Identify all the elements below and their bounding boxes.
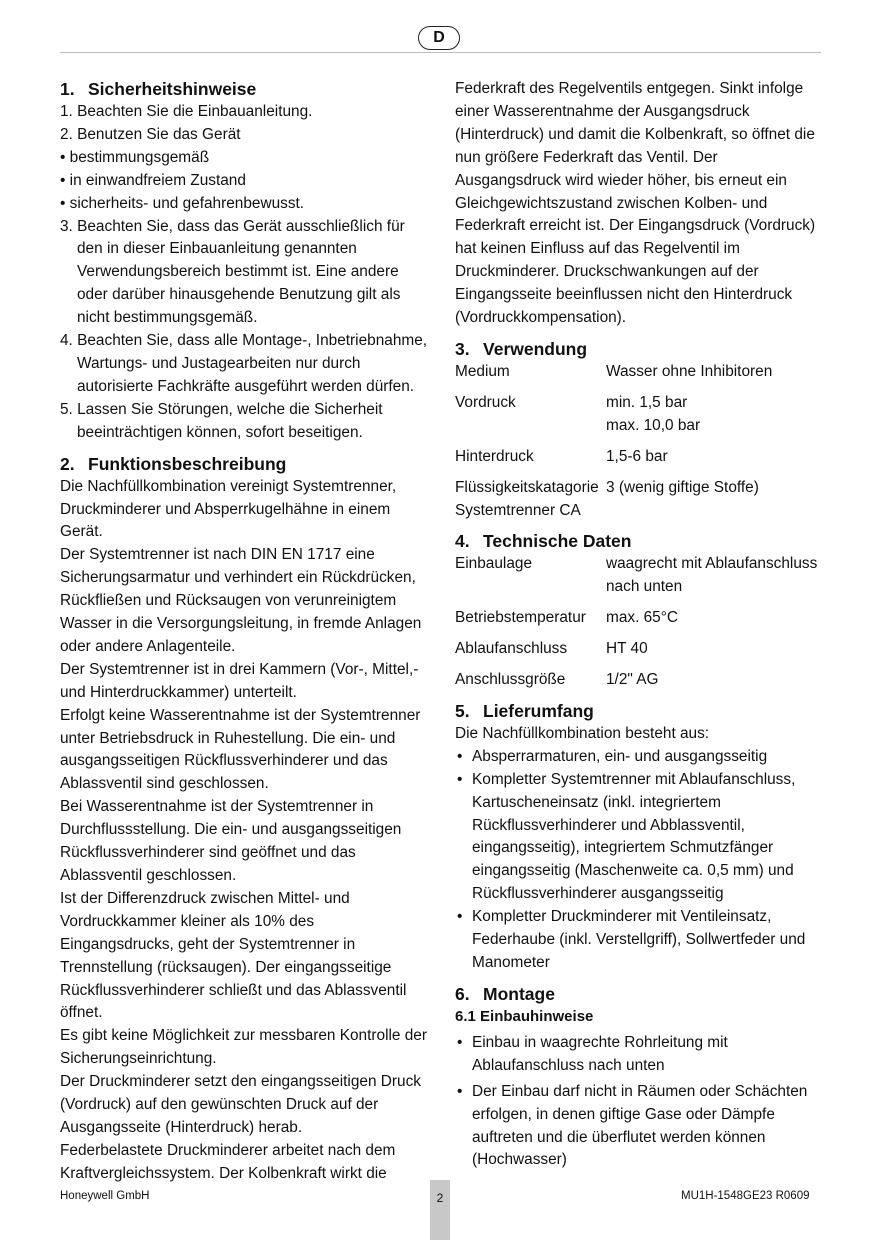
row-value: max. 65°C: [606, 609, 679, 627]
table-row: [455, 669, 823, 700]
row-value-line: min. 1,5 bar: [606, 393, 688, 411]
section-number: 6.: [455, 983, 470, 1004]
technical-table: [455, 553, 823, 700]
section-number: 2.: [60, 453, 75, 474]
bullet-item: • Kompletter Systemtrenner mit Ablaufanschluss, Kartuscheneinsatz (inkl. integriertem Rückflussverhinderer und Abblassventil, eingangsseitig), integriertem Schmutzfänger eingangsseitig (Maschenweite ca. 0,5 mm) und Rückflussverhinderer ausgangsseitig: [455, 769, 823, 906]
row-key: Betriebstemperatur: [455, 609, 586, 627]
section-heading: [455, 530, 823, 552]
list-item: 4. Beachten Sie, dass alle Montage-, Inbetriebnahme, Wartungs- und Justagearbeiten nur durch autorisierte Fachkräfte ausgeführt werden dürfen.: [60, 332, 428, 395]
section-title: Montage: [483, 983, 555, 1004]
table-row: [455, 392, 823, 446]
paragraph-continuation: Federkraft des Regelventils entgegen. Sinkt infolge einer Wasserentnahme der Ausgangsdruck (Hinterdruck) und damit die Kolbenkraft, so öffnet die nun größere Federkraft das Ventil. Der Ausgangsdruck wird wieder höher, bis erneut ein Gleichgewichtszustand zwischen Kolben- und Federkraft erreicht ist. Der Eingangsdruck (Vordruck) hat keinen Einfluss auf das Regelventil im Druckminderer. Druckschwankungen auf der Eingangsseite beeinflussen nicht den Hinterdruck (Vordruckkompensation).: [455, 80, 816, 327]
bullet-item: • Absperrarmaturen, ein- und ausgangsseitig: [455, 746, 823, 769]
header-rule: [60, 52, 821, 53]
section-title: Funktionsbeschreibung: [88, 453, 287, 474]
row-key-line: Flüssigkeitskatagorie: [455, 478, 599, 496]
paragraph: Der Systemtrenner ist nach DIN EN 1717 eine Sicherungsarmatur und verhindert ein Rückdrücken, Rückfließen und Rücksaugen von verunreinigtem Wasser in die Versorgungsleitung, in fremde Anlagen oder andere Anlagenteile.: [60, 546, 422, 655]
section-scope-of-delivery: [455, 700, 823, 975]
row-key: Einbaulage: [455, 555, 533, 573]
row-key: Vordruck: [455, 393, 516, 411]
row-key: Ablaufanschluss: [455, 640, 568, 658]
paragraph: Ist der Differenzdruck zwischen Mittel- und Vordruckkammer kleiner als 10% des Eingangsdrucks, geht der Systemtrenner in Trennstellung (rücksaugen). Der eingangsseitige Rückflussverhinderer schließt und das Ablassventil öffnet.: [60, 889, 407, 1022]
row-value: HT 40: [606, 640, 648, 658]
paragraph: Die Nachfüllkombination besteht aus:: [455, 724, 710, 742]
section-function: [60, 453, 428, 1186]
language-badge: D: [418, 26, 460, 50]
row-key: Hinterdruck: [455, 447, 534, 465]
list-item: • sicherheits- und gefahrenbewusst.: [60, 194, 305, 212]
page-number: 2: [430, 1180, 450, 1240]
row-value: waagrecht mit Ablaufanschluss nach unten: [606, 555, 818, 596]
paragraph: Der Druckminderer setzt den eingangsseitigen Druck (Vordruck) auf den gewünschten Druck auf der Ausgangsseite (Hinterdruck) herab.: [60, 1073, 421, 1136]
bullet-item: • Der Einbau darf nicht in Räumen oder Schächten erfolgen, in denen giftige Gase oder Dämpfe auftreten und die überflutet werden können (Hochwasser): [455, 1081, 823, 1173]
row-value-line: max. 10,0 bar: [606, 416, 701, 434]
list-item: 2. Benutzen Sie das Gerät: [60, 125, 241, 143]
right-column: [455, 78, 823, 1172]
row-key: [455, 477, 606, 531]
bullet-item: • Einbau in waagrechte Rohrleitung mit Ablaufanschluss nach unten: [455, 1032, 823, 1078]
table-row: [455, 477, 823, 531]
paragraph: Die Nachfüllkombination vereinigt Systemtrenner, Druckminderer und Absperrkugelhähne in einem Gerät.: [60, 477, 397, 541]
table-row: [455, 446, 823, 477]
section-technical-data: [455, 530, 823, 700]
section-heading: [455, 338, 823, 360]
bullet-item: • Kompletter Druckminderer mit Ventileinsatz, Federhaube (inkl. Verstellgriff), Sollwertfeder und Manometer: [455, 906, 823, 975]
list-item: 5. Lassen Sie Störungen, welche die Sicherheit beeinträchtigen können, sofort beseitigen.: [60, 400, 383, 441]
section-usage: [455, 338, 823, 530]
section-heading: [60, 453, 428, 475]
row-value: 1/2" AG: [606, 671, 659, 689]
section-number: 5.: [455, 700, 470, 721]
paragraph: Es gibt keine Möglichkeit zur messbaren Kontrolle der Sicherungseinrichtung.: [60, 1027, 427, 1068]
list-item: 3. Beachten Sie, dass das Gerät ausschließlich für den in dieser Einbauanleitung genannten Verwendungsbereich bestimmt ist. Eine andere oder darüber hinausgehende Benutzung gilt als nicht bestimmungsgemäß.: [60, 217, 405, 327]
list-item: • bestimmungsgemäß: [60, 148, 210, 166]
paragraph: Federbelastete Druckminderer arbeitet nach dem Kraftvergleichssystem. Der Kolbenkraft wirkt die: [60, 1141, 396, 1182]
row-key-line: Systemtrenner CA: [455, 501, 581, 519]
section-title: Sicherheitshinweise: [88, 79, 257, 99]
paragraph: Erfolgt keine Wasserentnahme ist der Systemtrenner unter Betriebsdruck in Ruhestellung. Die ein- und ausgangsseitigen Rückflussverhinderer und das Ablassventil sind geschlossen.: [60, 706, 421, 793]
section-number: 3.: [455, 338, 470, 359]
section-number: 1.: [60, 79, 75, 99]
section-installation: [455, 983, 823, 1172]
row-value: Wasser ohne Inhibitoren: [606, 362, 773, 380]
usage-table: [455, 361, 823, 530]
section-heading: [455, 700, 823, 722]
table-row: [455, 361, 823, 392]
subsection-title: 6.1 Einbauhinweise: [455, 1007, 594, 1025]
section-heading: [60, 78, 428, 100]
section-title: Lieferumfang: [483, 700, 594, 721]
section-heading: [455, 983, 823, 1005]
table-row: [455, 607, 823, 638]
list-item: 1. Beachten Sie die Einbauanleitung.: [60, 103, 313, 120]
section-safety: [60, 78, 428, 445]
row-key: Medium: [455, 362, 510, 380]
row-value: 1,5-6 bar: [606, 447, 668, 465]
row-value: 3 (wenig giftige Stoffe): [606, 478, 759, 496]
section-number: 4.: [455, 531, 470, 552]
paragraph: Bei Wasserentnahme ist der Systemtrenner in Durchflussstellung. Die ein- und ausgangsseitigen Rückflussverhinderer sind geöffnet und das Ablassventil geschlossen.: [60, 798, 402, 884]
left-column: [60, 78, 428, 1186]
row-value: [606, 392, 823, 446]
section-title: Verwendung: [483, 338, 588, 359]
row-key: Anschlussgröße: [455, 671, 566, 689]
section-title: Technische Daten: [483, 531, 632, 552]
list-item: • in einwandfreiem Zustand: [60, 171, 246, 189]
footer-document-id: MU1H-1548GE23 R0609: [681, 1190, 810, 1202]
footer-company: Honeywell GmbH: [60, 1190, 150, 1202]
paragraph: Der Systemtrenner ist in drei Kammern (Vor-, Mittel,- und Hinterdruckkammer) unterteilt.: [60, 660, 419, 701]
table-row: [455, 638, 823, 669]
table-row: [455, 553, 823, 607]
